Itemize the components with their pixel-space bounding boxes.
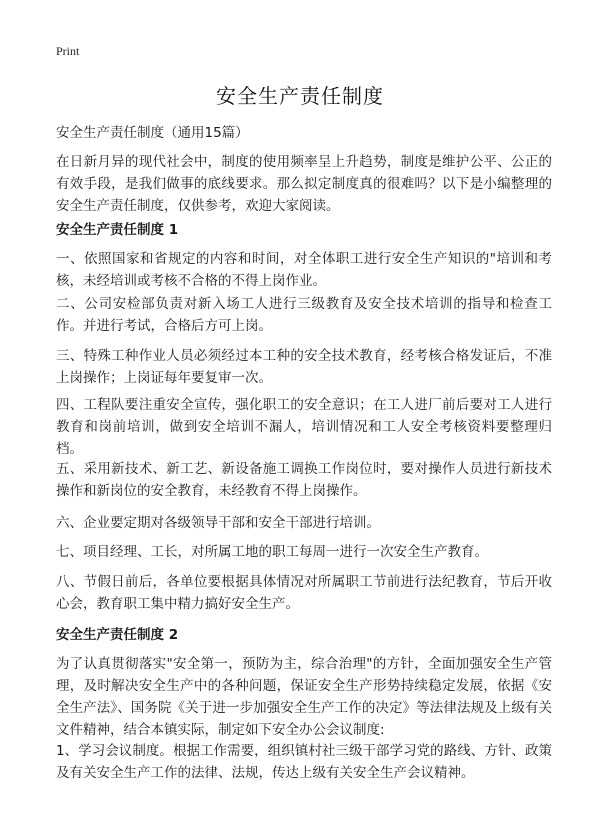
section-1-item: 三、特殊工种作业人员必须经过本工种的安全技术教育，经考核合格发证后，不准上岗操作；上岗证每年要复审一次。	[56, 348, 552, 386]
section-2-item: 1、学习会议制度。根据工作需要，组织镇村社三级干部学习党的路线、方针、政策及有关安全生产工作的法律、法规，传达上级有关安全生产会议精神。	[56, 743, 552, 781]
section-1-item: 七、项目经理、工长，对所属工地的职工每周一进行一次安全生产教育。	[56, 544, 488, 560]
section-1-item: 二、公司安检部负责对新入场工人进行三级教育及安全技术培训的指导和检查工作。并进行考试，合格后方可上岗。	[56, 296, 552, 334]
section-1-heading: 安全生产责任制度 1	[56, 222, 179, 238]
section-1-item: 五、采用新技术、新工艺、新设备施工调换工作岗位时，要对操作人员进行新技术操作和新岗位的安全教育，未经教育不得上岗操作。	[56, 461, 552, 499]
document-title: 安全生产责任制度	[216, 84, 384, 108]
section-2-item: 为了认真贯彻落实"安全第一，预防为主，综合治理"的方针，全面加强安全生产管理，及时解决安全生产中的各种问题，保证安全生产形势持续稳定发展，依据《安全生产法》、国务院《关于进一步加强安全生产工作的决定》等法律法规及上级有关文件精神，结合本镇实际，制定如下安全办公会议制度:	[56, 656, 552, 738]
section-1-item: 六、企业要定期对各级领导干部和安全干部进行培训。	[56, 515, 380, 531]
section-2-heading: 安全生产责任制度 2	[56, 627, 179, 643]
document-subtitle: 安全生产责任制度（通用15篇）	[56, 125, 249, 141]
section-1-item: 八、节假日前后，各单位要根据具体情况对所属职工节前进行法纪教育，节后开收心会，教育职工集中精力搞好安全生产。	[56, 574, 552, 612]
section-1-item: 四、工程队要注重安全宣传，强化职工的安全意识；在工人进厂前后要对工人进行教育和岗前培训，做到安全培训不漏人，培训情况和工人安全考核资料要整理归档。	[56, 397, 552, 457]
print-link[interactable]: Print	[56, 44, 80, 58]
section-1-item: 一、依照国家和省规定的内容和时间，对全体职工进行安全生产知识的"培训和考核，未经培训或考核不合格的不得上岗作业。	[56, 251, 552, 289]
intro-paragraph: 在日新月异的现代社会中，制度的使用频率呈上升趋势，制度是维护公平、公正的有效手段，是我们做事的底线要求。那么拟定制度真的很难吗？以下是小编整理的安全生产责任制度，仅供参考，欢迎大家阅读。	[56, 154, 552, 214]
